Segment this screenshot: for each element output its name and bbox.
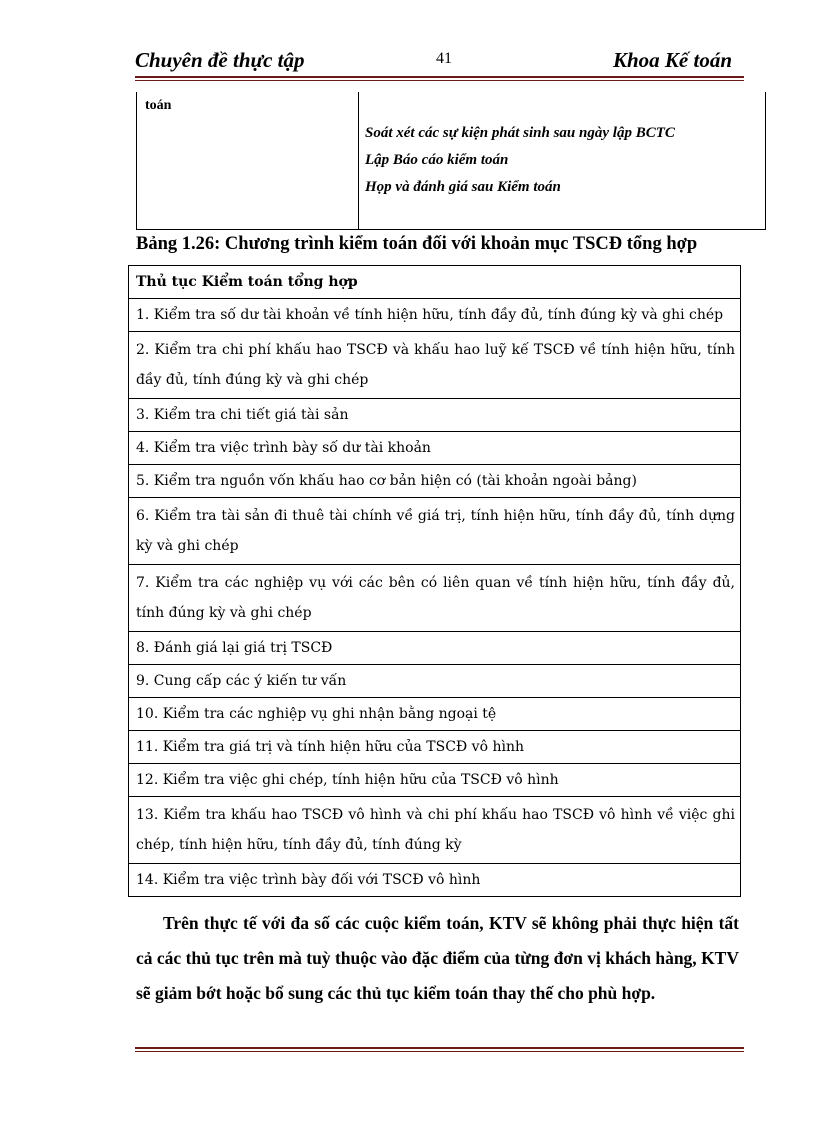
continued-cell-left: toán <box>145 98 172 113</box>
continued-cell-right <box>365 120 675 201</box>
table-cell: 13. Kiểm tra khấu hao TSCĐ vô hình và chi phí khấu hao TSCĐ vô hình về việc ghi chép, tính hiện hữu, tính đầy đủ, tính đúng kỳ <box>129 797 741 864</box>
procedure-line: Lập Báo cáo kiểm toán <box>365 152 509 168</box>
table-caption: Bảng 1.26: Chương trình kiểm toán đối với khoản mục TSCĐ tổng hợp <box>136 234 698 254</box>
table-cell: 5. Kiểm tra nguồn vốn khấu hao cơ bản hiện có (tài khoản ngoài bảng) <box>129 465 741 498</box>
table-cell: 12. Kiểm tra việc ghi chép, tính hiện hữu của TSCĐ vô hình <box>129 764 741 797</box>
table-row <box>129 731 741 764</box>
table-cell: 8. Đánh giá lại giá trị TSCĐ <box>129 632 741 665</box>
table-cell: 14. Kiểm tra việc trình bày đối với TSCĐ vô hình <box>129 864 741 897</box>
continued-table <box>136 92 766 230</box>
table-cell: 1. Kiểm tra số dư tài khoản về tính hiện hữu, tính đầy đủ, tính đúng kỳ và ghi chép <box>129 299 741 332</box>
table-column-divider <box>358 92 359 229</box>
page-number: 41 <box>436 50 452 67</box>
header-title-right: Khoa Kế toán <box>612 48 732 72</box>
header-rule <box>135 76 744 78</box>
table-row <box>129 665 741 698</box>
table-cell: 7. Kiểm tra các nghiệp vụ với các bên có liên quan về tính hiện hữu, tính đầy đủ, tính đúng kỳ và ghi chép <box>129 565 741 632</box>
table-row <box>129 797 741 864</box>
table-header-row <box>129 266 741 299</box>
table-row <box>129 698 741 731</box>
table-cell: 11. Kiểm tra giá trị và tính hiện hữu của TSCĐ vô hình <box>129 731 741 764</box>
table-cell: 9. Cung cấp các ý kiến tư vấn <box>129 665 741 698</box>
footer-rule <box>135 1047 744 1049</box>
table-row <box>129 565 741 632</box>
table-row <box>129 465 741 498</box>
table-row <box>129 498 741 565</box>
table-cell: 6. Kiểm tra tài sản đi thuê tài chính về giá trị, tính hiện hữu, tính đầy đủ, tính dựng kỳ và ghi chép <box>129 498 741 565</box>
header-title-left: Chuyên đề thực tập <box>135 48 305 72</box>
table-row <box>129 632 741 665</box>
footer-rule-thin <box>135 1051 744 1052</box>
table-row <box>129 864 741 897</box>
procedure-line: Họp và đánh giá sau Kiểm toán <box>365 179 561 195</box>
table-row <box>129 299 741 332</box>
table-row <box>129 432 741 465</box>
table-row <box>129 332 741 399</box>
audit-procedures-table <box>128 265 741 897</box>
table-row <box>129 399 741 432</box>
table-row <box>129 764 741 797</box>
table-header-cell: Thủ tục Kiểm toán tổng hợp <box>129 266 741 299</box>
header-rule-thin <box>135 80 744 81</box>
table-cell: 2. Kiểm tra chi phí khấu hao TSCĐ và khấu hao luỹ kế TSCĐ về tính hiện hữu, tính đầy đủ, tính đúng kỳ và ghi chép <box>129 332 741 399</box>
table-cell: 3. Kiểm tra chi tiết giá tài sản <box>129 399 741 432</box>
body-paragraph: Trên thực tế với đa số các cuộc kiểm toán, KTV sẽ không phải thực hiện tất cả các thủ tục trên mà tuỳ thuộc vào đặc điểm của từng đơn vị khách hàng, KTV sẽ giảm bớt hoặc bổ sung các thủ tục kiểm toán thay thế cho phù hợp. <box>136 913 739 1003</box>
table-cell: 4. Kiểm tra việc trình bày số dư tài khoản <box>129 432 741 465</box>
table-cell: 10. Kiểm tra các nghiệp vụ ghi nhận bằng ngoại tệ <box>129 698 741 731</box>
procedure-line: Soát xét các sự kiện phát sinh sau ngày lập BCTC <box>365 125 675 141</box>
